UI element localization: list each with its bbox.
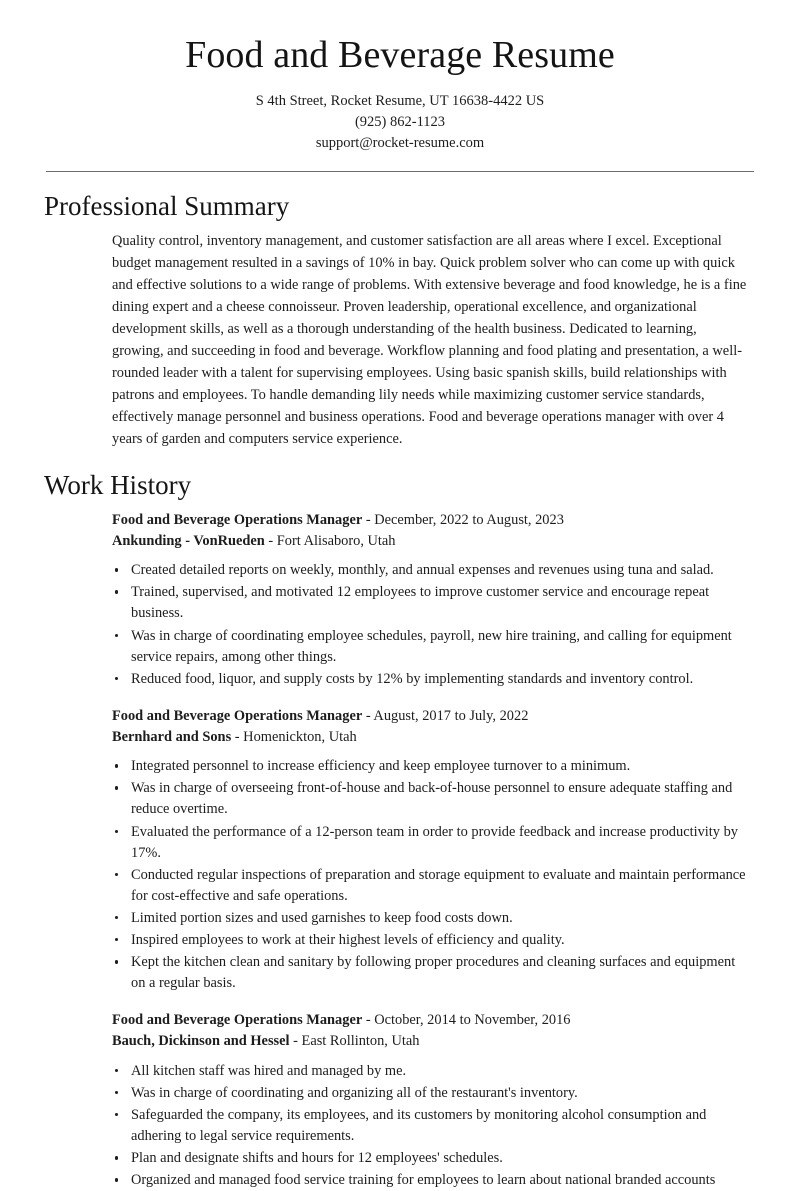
job-location: East Rollinton, Utah bbox=[301, 1033, 420, 1050]
contact-info bbox=[0, 91, 800, 154]
summary-body bbox=[44, 231, 752, 451]
job-bullet: Plan and designate shifts and hours for 12 employees' schedules. bbox=[112, 1148, 752, 1169]
job-bullet: Was in charge of coordinating and organizing all of the restaurant's inventory. bbox=[112, 1083, 752, 1104]
job-company: Bernhard and Sons bbox=[112, 728, 232, 745]
job-list bbox=[112, 510, 752, 1191]
job-entry bbox=[112, 510, 752, 690]
contact-email: support@rocket-resume.com bbox=[315, 134, 485, 151]
job-title-line: Food and Beverage Operations Manager - December, 2022 to August, 2023 bbox=[112, 511, 564, 528]
job-bullet: All kitchen staff was hired and managed by me. bbox=[112, 1061, 752, 1082]
job-bullet: Created detailed reports on weekly, monthly, and annual expenses and revenues using tuna and salad. bbox=[112, 560, 752, 581]
job-dates: August, 2017 to July, 2022 bbox=[373, 707, 529, 724]
summary-paragraph: Quality control, inventory management, and customer satisfaction are all areas where I excel. Exceptional budget management resulted in a savings of 10% in bay. Quick problem solver who can come up with quick and effective solutions to a wide range of problems. With extensive beverage and food knowledge, he is a fine dining expert and a cheese connoisseur. Proven leadership, operational excellence, and organizational development skills, as well as a thorough understanding of the health business. Dedicated to learning, growing, and succeeding in food and beverage. Workflow planning and food plating and presentation, a well-rounded leader with a talent for supervising employees. Using basic spanish skills, build relationships with patrons and employees. To handle demanding lily needs while maximizing customer service standards, effectively manage personnel and business operations. Food and beverage operations manager with over 4 years of garden and computers service experience. bbox=[112, 233, 747, 447]
job-title: Food and Beverage Operations Manager bbox=[112, 511, 363, 528]
page-title: Food and Beverage Resume bbox=[185, 34, 615, 76]
job-location: Fort Alisaboro, Utah bbox=[276, 532, 396, 549]
header-divider bbox=[46, 171, 754, 172]
job-bullet: Evaluated the performance of a 12-person team in order to provide feedback and increase productivity by 17%. bbox=[112, 822, 752, 864]
job-company: Ankunding - VonRueden bbox=[112, 532, 265, 549]
job-bullet: Integrated personnel to increase efficiency and keep employee turnover to a minimum. bbox=[112, 756, 752, 777]
section-heading-summary: Professional Summary bbox=[44, 191, 290, 222]
job-bullet: Was in charge of overseeing front-of-house and back-of-house personnel to ensure adequate staffing and reduce overtime. bbox=[112, 778, 752, 820]
job-company-line: Bauch, Dickinson and Hessel - East Rollinton, Utah bbox=[112, 1033, 420, 1050]
contact-phone: (925) 862-1123 bbox=[354, 113, 446, 130]
contact-address: S 4th Street, Rocket Resume, UT 16638-4422 US bbox=[255, 92, 545, 109]
job-bullet-list bbox=[112, 756, 752, 994]
job-bullet: Was in charge of coordinating employee schedules, payroll, new hire training, and calling for equipment service repairs, among other things. bbox=[112, 626, 752, 668]
section-heading-work-history: Work History bbox=[44, 469, 192, 500]
job-bullet: Safeguarded the company, its employees, and its customers by monitoring alcohol consumption and adhering to legal service requirements. bbox=[112, 1105, 752, 1147]
job-entry bbox=[112, 1010, 752, 1191]
job-bullet: Kept the kitchen clean and sanitary by following proper procedures and cleaning surfaces and equipment on a regular basis. bbox=[112, 952, 752, 994]
job-company-line: Bernhard and Sons - Homenickton, Utah bbox=[112, 728, 357, 745]
job-bullet: Organized and managed food service training for employees to learn about national branded accounts bbox=[112, 1170, 752, 1191]
resume-header bbox=[0, 0, 800, 154]
job-dates: October, 2014 to November, 2016 bbox=[374, 1012, 571, 1029]
job-bullet: Reduced food, liquor, and supply costs by 12% by implementing standards and inventory control. bbox=[112, 669, 752, 690]
work-history-body bbox=[44, 510, 752, 1191]
work-history-section bbox=[0, 470, 800, 1191]
job-bullet: Limited portion sizes and used garnishes to keep food costs down. bbox=[112, 908, 752, 929]
job-company: Bauch, Dickinson and Hessel bbox=[112, 1033, 290, 1050]
job-company-line: Ankunding - VonRueden - Fort Alisaboro, Utah bbox=[112, 532, 396, 549]
job-location: Homenickton, Utah bbox=[243, 728, 357, 745]
job-bullet-list bbox=[112, 560, 752, 690]
job-title: Food and Beverage Operations Manager bbox=[112, 707, 363, 724]
job-entry bbox=[112, 706, 752, 995]
job-title: Food and Beverage Operations Manager bbox=[112, 1012, 363, 1029]
job-bullet-list bbox=[112, 1061, 752, 1191]
job-bullet: Conducted regular inspections of preparation and storage equipment to evaluate and maintain performance for cost-effective and safe operations. bbox=[112, 865, 752, 907]
professional-summary-section bbox=[0, 191, 800, 451]
job-title-line: Food and Beverage Operations Manager - August, 2017 to July, 2022 bbox=[112, 707, 529, 724]
job-dates: December, 2022 to August, 2023 bbox=[374, 511, 564, 528]
job-title-line: Food and Beverage Operations Manager - October, 2014 to November, 2016 bbox=[112, 1012, 571, 1029]
job-bullet: Inspired employees to work at their highest levels of efficiency and quality. bbox=[112, 930, 752, 951]
job-bullet: Trained, supervised, and motivated 12 employees to improve customer service and encourage repeat business. bbox=[112, 582, 752, 624]
